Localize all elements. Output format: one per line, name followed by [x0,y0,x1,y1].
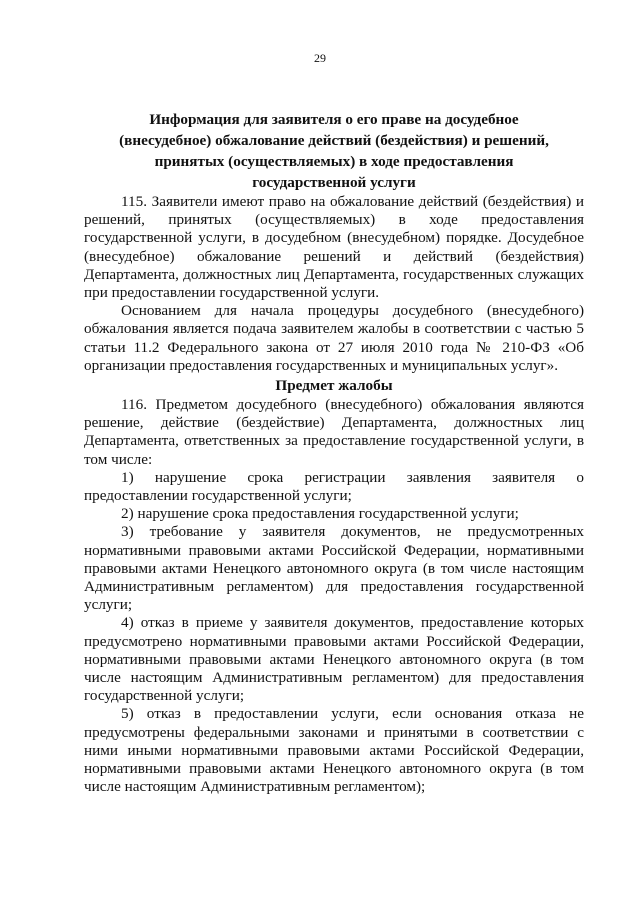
page-number: 29 [314,51,326,65]
paragraph-116: 116. Предметом досудебного (внесудебного) обжалования являются решение, действие (бездействие) Департамента, должностных лиц Департамента, ответственных за предоставление государственной услуги, в том числе: [84,396,584,468]
title-line: Информация для заявителя о его праве на досудебное [149,111,519,128]
paragraph-115: 115. Заявители имеют право на обжалование действий (бездействия) и решений, принятых (осуществляемых) в ходе предоставления государственной услуги, в досудебном (внесудебном) порядке. Досудебное (внесудебное) обжалование решений и действий (бездействия) Департамента, должностных лиц Департамента, государственных служащих при предоставлении государственной услуги. [84,193,584,302]
list-item-1: 1) нарушение срока регистрации заявления заявителя о предоставлении государственной услуги; [84,468,584,505]
section-title-appeal-rights [84,109,584,193]
title-line: принятых (осуществляемых) в ходе предоставления [154,153,514,170]
list-item-4: 4) отказ в приеме у заявителя документов, предоставление которых предусмотрено нормативными правовыми актами Российской Федерации, нормативными правовыми актами Ненецкого автономного округа (в том числе настоящим Административным регламентом) для предоставления государственной услуги; [84,614,584,705]
list-item-3: 3) требование у заявителя документов, не предусмотренных нормативными правовыми актами Российской Федерации, нормативными правовыми актами Ненецкого автономного округа (в том числе настоящим Административным регламентом) для предоставления государственной услуги; [84,523,584,614]
title-line: государственной услуги [252,174,416,191]
section-title-complaint-subject: Предмет жалобы [275,377,393,395]
title-line: (внесудебное) обжалование действий (бездействия) и решений, [119,132,549,149]
list-item-5: 5) отказ в предоставлении услуги, если основания отказа не предусмотрены федеральными законами и принятыми в соответствии с ними иными нормативными правовыми актами Российской Федерации, нормативными правовыми актами Ненецкого автономного округа (в том числе настоящим Административным регламентом); [84,705,584,796]
paragraph-basis: Основанием для начала процедуры досудебного (внесудебного) обжалования является подача заявителем жалобы в соответствии с частью 5 статьи 11.2 Федерального закона от 27 июля 2010 года № 210-ФЗ «Об организации предоставления государственных и муниципальных услуг». [84,302,584,374]
list-item-2: 2) нарушение срока предоставления государственной услуги; [121,505,519,523]
document-body [84,109,584,797]
